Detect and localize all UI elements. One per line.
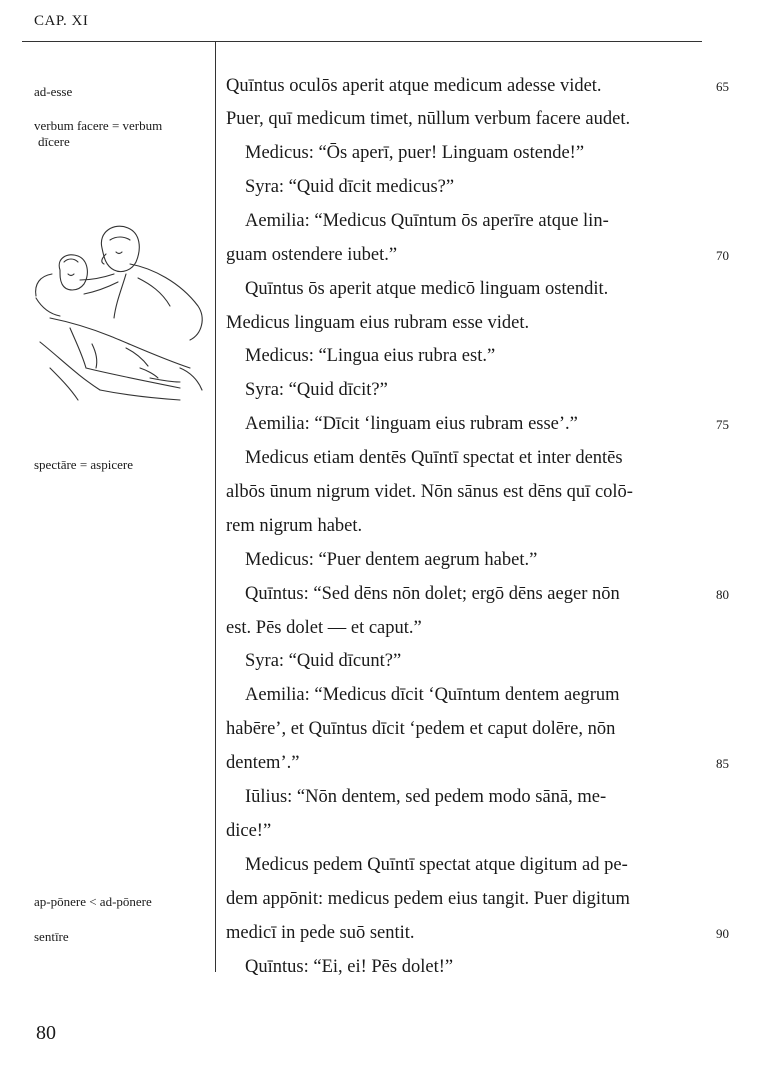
text-line: Syra: “Quid dīcit medicus?” bbox=[245, 177, 455, 197]
text-line: Quīntus oculōs aperit atque medicum adesse videt. bbox=[226, 76, 602, 96]
margin-note-line: verbum facere = verbum bbox=[34, 118, 163, 133]
text-line: Medicus pedem Quīntī spectat atque digitum ad pe- bbox=[245, 855, 628, 875]
text-line: Syra: “Quid dīcit?” bbox=[245, 380, 388, 400]
margin-note-spectare: spectāre = aspicere bbox=[34, 457, 133, 472]
text-line: Medicus: “Puer dentem aegrum habet.” bbox=[245, 550, 538, 570]
text-line: Quīntus: “Ei, ei! Pēs dolet!” bbox=[245, 957, 454, 977]
text-line: Aemilia: “Medicus Quīntum ōs aperīre atque lin- bbox=[245, 211, 609, 231]
text-line: dem appōnit: medicus pedem eius tangit. Puer digitum bbox=[226, 889, 630, 909]
text-line: albōs ūnum nigrum videt. Nōn sānus est dēns quī colō- bbox=[226, 482, 633, 502]
line-number: 80 bbox=[716, 587, 729, 602]
margin-note-apponere: ap-pōnere < ad-pōnere bbox=[34, 894, 152, 909]
doctor-examining-boy-illustration bbox=[30, 218, 208, 418]
page-number: 80 bbox=[36, 1022, 56, 1044]
text-line: Medicus: “Lingua eius rubra est.” bbox=[245, 346, 496, 366]
line-number: 70 bbox=[716, 248, 729, 263]
margin-note-ad-esse: ad-esse bbox=[34, 84, 73, 99]
text-line: rem nigrum habet. bbox=[226, 516, 363, 536]
text-line: medicī in pede suō sentit. bbox=[226, 923, 415, 943]
header-rule bbox=[22, 41, 702, 42]
text-line: Medicus etiam dentēs Quīntī spectat et inter dentēs bbox=[245, 448, 623, 468]
chapter-heading: CAP. XI bbox=[34, 13, 89, 29]
margin-note-sentire: sentīre bbox=[34, 929, 69, 944]
text-line: Aemilia: “Dīcit ‘linguam eius rubram esse’.” bbox=[245, 414, 578, 434]
text-line: habēre’, et Quīntus dīcit ‘pedem et caput dolēre, nōn bbox=[226, 719, 616, 739]
text-line: Medicus: “Ōs aperī, puer! Linguam ostende!” bbox=[245, 143, 585, 163]
text-line: Quīntus: “Sed dēns nōn dolet; ergō dēns aeger nōn bbox=[245, 584, 620, 604]
text-line: Medicus linguam eius rubram esse videt. bbox=[226, 313, 530, 333]
text-line: est. Pēs dolet — et caput.” bbox=[226, 618, 422, 638]
text-line: dentem’.” bbox=[226, 753, 300, 773]
line-number: 85 bbox=[716, 756, 729, 771]
text-line: Puer, quī medicum timet, nūllum verbum facere audet. bbox=[226, 109, 631, 129]
column-divider bbox=[215, 42, 216, 972]
line-number: 75 bbox=[716, 417, 729, 432]
text-line: dice!” bbox=[226, 821, 272, 841]
text-line: Quīntus ōs aperit atque medicō linguam ostendit. bbox=[245, 279, 609, 299]
line-number: 90 bbox=[716, 926, 729, 941]
margin-note-verbum-facere bbox=[34, 118, 209, 150]
text-line: guam ostendere iubet.” bbox=[226, 245, 398, 265]
text-line: Aemilia: “Medicus dīcit ‘Quīntum dentem aegrum bbox=[245, 685, 620, 705]
margin-note-line: dīcere bbox=[38, 134, 70, 149]
text-line: Iūlius: “Nōn dentem, sed pedem modo sānā, me- bbox=[245, 787, 607, 807]
line-number: 65 bbox=[716, 79, 729, 94]
text-line: Syra: “Quid dīcunt?” bbox=[245, 651, 402, 671]
